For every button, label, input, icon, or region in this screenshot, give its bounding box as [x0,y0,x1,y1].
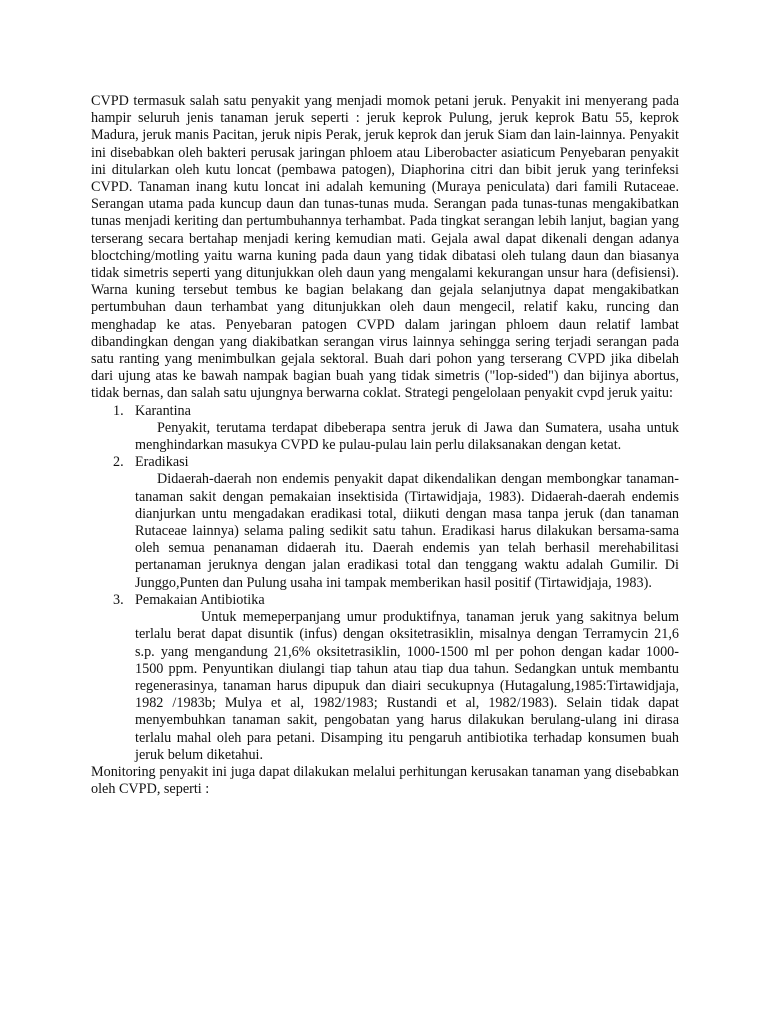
closing-paragraph: Monitoring penyakit ini juga dapat dilakukan melalui perhitungan kerusakan tanaman yang disebabkan oleh CVPD, seperti : [91,763,679,798]
list-item-karantina [91,403,679,455]
intro-paragraph: CVPD termasuk salah satu penyakit yang menjadi momok petani jeruk. Penyakit ini menyerang pada hampir seluruh jenis tanaman jeruk seperti : jeruk keprok Pulung, jeruk keprok Batu 55, keprok Madura, jeruk manis Pacitan, jeruk nipis Perak, jeruk keprok dan jeruk Siam dan lain-lainnya. Penyakit ini disebabkan oleh bakteri perusak jaringan phloem atau Liberobacter asiaticum Penyebaran penyakit ini ditularkan oleh kutu loncat (pembawa patogen), Diaphorina citri dan bibit jeruk yang terinfeksi CVPD. Tanaman inang kutu loncat ini adalah kemuning (Muraya peniculata) dari famili Rutaceae. Serangan utama pada kuncup daun dan tunas-tunas muda. Serangan pada tunas-tunas mengakibatkan tunas menjadi keriting dan pertumbuhannya terhambat. Pada tingkat serangan lebih lanjut, bagian yang terserang secara bertahap menjadi kering kemudian mati. Gejala awal dapat dikenali dengan adanya bloctching/motling yaitu warna kuning pada daun yang tidak dibatasi oleh tulang daun dan biasanya tidak simetris seperti yang ditunjukkan oleh daun yang mengalami kekurangan unsur hara (defisiensi). Warna kuning tersebut tembus ke bagian belakang dan gejala selanjutnya dapat mengakibatkan pertumbuhan daun terhambat yang ditunjukkan oleh daun mengecil, relatif kaku, runcing dan menghadap ke atas. Penyebaran patogen CVPD dalam jaringan phloem daun relatif lambat dibandingkan dengan yang diakibatkan serangan virus lainnya sehingga sering terjadi serangan pada satu ranting yang menimbulkan gejala sektoral. Buah dari pohon yang terserang CVPD jika dibelah dari ujung atas ke bawah nampak bagian buah yang tidak simetris ("lop-sided") dan bijinya abortus, tidak bernas, dan salah satu ujungnya berwarna coklat. Strategi pengelolaan penyakit cvpd jeruk yaitu: [91,93,679,402]
list-item-antibiotika [91,592,679,764]
list-item-number: 1. [113,402,124,419]
list-item-number: 2. [113,454,124,471]
list-item-eradikasi [91,454,679,592]
document-page [91,93,679,798]
strategy-list [91,403,679,764]
list-item-number: 3. [113,591,124,608]
list-item-text: Didaerah-daerah non endemis penyakit dapat dikendalikan dengan membongkar tanaman-tanaman sakit dengan pemakaian insektisida (Tirtawidjaja, 1983). Didaerah-daerah endemis dianjurkan untu mengadakan eradikasi total, diikuti dengan masa tanpa jeruk (dan tanaman Rutaceae lainnya) selama paling sedikit satu tahun. Eradikasi harus dilakukan bersama-sama oleh semua penanaman didaerah itu. Daerah endemis yan telah berhasil merehabilitasi pertanaman jeruknya dengan jalan eradikasi total dan tenggang waktu adalah Gumilir. Di Junggo,Punten dan Pulung usaha ini tampak memberikan hasil positif (Tirtawidjaja, 1983). [135,471,679,591]
list-item-text: Untuk memeperpanjang umur produktifnya, tanaman jeruk yang sakitnya belum terlalu berat dapat disuntik (infus) dengan oksitetrasiklin, misalnya dengan Terramycin 21,6 s.p. yang mengandung 21,6% oksitetrasiklin, 1000-1500 ml per pohon dengan kadar 1000-1500 ppm. Penyuntikan diulangi tiap tahun atau tiap dua tahun. Sedangkan untuk membantu regenerasinya, tanaman harus dipupuk dan diairi secukupnya (Hutagalung,1985:Tirtawidjaja, 1982 /1983b; Mulya et al, 1982/1983; Rustandi et al, 1982/1983). Selain tidak dapat menyembuhkan tanaman sakit, pengobatan yang harus dilakukan berulang-ulang ini dirasa terlalu mahal oleh para petani. Disamping itu pengaruh antibiotika terhadap konsumen buah jeruk belum diketahui. [135,609,679,763]
list-item-title: Karantina [135,402,191,419]
list-item-text: Penyakit, terutama terdapat dibeberapa sentra jeruk di Jawa dan Sumatera, usaha untuk menghindarkan masukya CVPD ke pulau-pulau lain perlu dilaksanakan dengan ketat. [135,419,679,454]
list-item-title: Pemakaian Antibiotika [135,591,265,608]
list-item-title: Eradikasi [135,454,189,471]
